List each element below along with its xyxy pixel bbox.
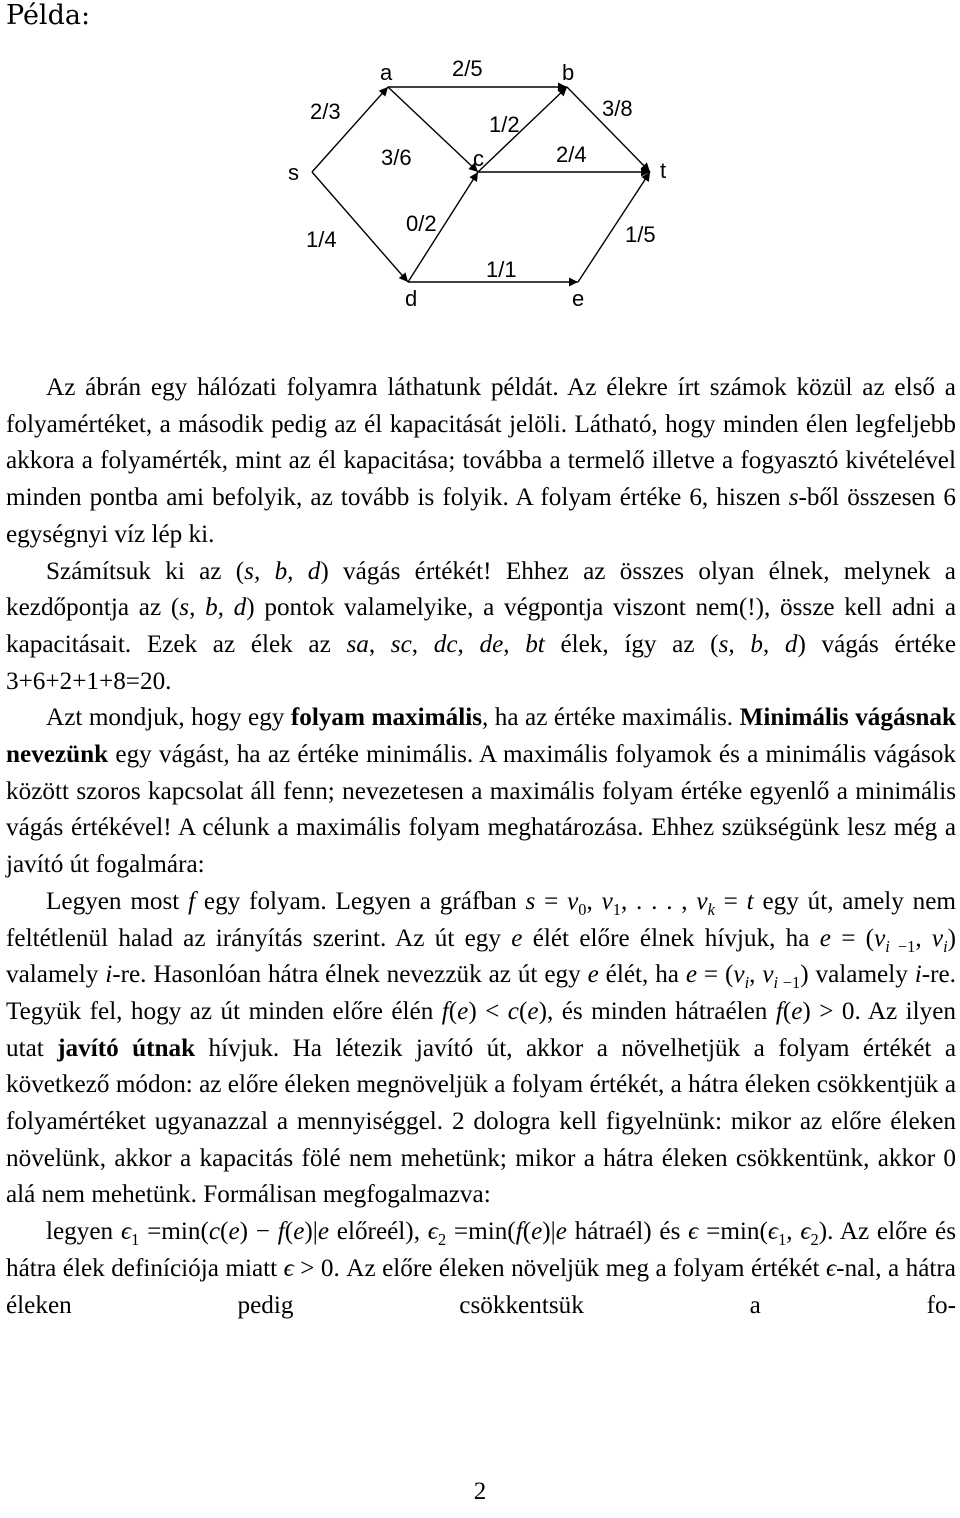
- edge-label-d-e: 1/1: [486, 257, 517, 282]
- paragraph-1: Az ábrán egy hálózati folyamra láthatunk példát. Az élekre írt számok közül az első a folyamértéket, a második pedig az él kapacitását jelöli. Látható, hogy minden élen legfeljebb akkora a folyamérték, mint az él kapacitása; továbba a termelő illetve a fogyasztó kivételével minden pontba ami befolyik, az tovább is folyik. A folyam értéke 6, hiszen s-ből összesen 6 egységnyi víz lép ki.: [6, 374, 956, 548]
- body-text: [6, 370, 956, 1324]
- node-c: c: [473, 146, 484, 171]
- edge-label-e-t: 1/5: [625, 222, 656, 247]
- edge-label-c-t: 2/4: [556, 142, 587, 167]
- paragraph-4: Legyen most f egy folyam. Legyen a gráfban $s = v_0$, $v_1$, . . . , $v_k = t$ egy út, amely nem feltétlenül halad az irányítás szerint. Az út egy e élét előre élnek hívjuk, ha $e = (v_{i -1}$, $v_i$) valamely i-re. Hasonlóan hátra élnek nevezzük az út egy e élét, ha $e = (v_i$, $v_{i -1}$) valamely i-re. Tegyük fel, hogy az út minden előre élén f(e) < c(e), és minden hátraélen f(e) > 0. Az ilyen utat javító útnak hívjuk. Ha létezik javító út, akkor a növelhetjük a folyam értékét a következő módon: az előre éleken megnöveljük a folyam értékét, a hátra éleken csökkentjük a folyamértéket ugyanazzal a mennyiséggel. 2 dologra kell figyelnünk: mikor az előre éleken növelünk, akkor a kapacitás fölé nem mehetünk; mikor a hátra éleken csökkentünk, akkor 0 alá nem mehetünk. Formálisan megfogalmazva:: [6, 887, 957, 1209]
- node-e: e: [572, 286, 585, 311]
- paragraph-3: Azt mondjuk, hogy egy folyam maximális, ha az értéke maximális. Minimális vágásnak nevezünk egy vágást, ha az értéke minimális. A maximális folyamok és a minimális vágások között szoros kapcsolat áll fenn; nevezetesen a maximális folyam értéke egyenlő a minimális vágás értékével! A célunk a maximális folyam meghatározása. Ehhez szükségünk lesz még a javító út fogalmára:: [6, 704, 956, 879]
- example-heading: Példa:: [6, 0, 91, 31]
- node-a: a: [380, 60, 393, 85]
- edge-label-c-b: 1/2: [489, 112, 520, 137]
- node-t: t: [660, 158, 667, 183]
- edge-label-d-c: 0/2: [406, 211, 437, 236]
- node-s: s: [288, 160, 299, 185]
- edge-label-s-a: 2/3: [310, 99, 341, 124]
- node-d: d: [405, 286, 418, 311]
- node-b: b: [562, 60, 575, 85]
- edge-label-s-d: 1/4: [306, 227, 337, 252]
- edge-label-a-b: 2/5: [452, 56, 483, 81]
- flow-network-graph: [0, 40, 960, 330]
- paragraph-2: Számítsuk ki az (s, b, d) vágás értékét! Ehhez az összes olyan élnek, melynek a kezdőpontja az (s, b, d) pontok valamelyike, a végpontja viszont nem(!), össze kell adni a kapacitásait. Ezek az élek az sa, sc, dc, de, bt élek, így az (s, b, d) vágás értéke 3+6+2+1+8=20.: [6, 557, 957, 695]
- edge-label-a-c: 3/6: [381, 145, 412, 170]
- page-number: 2: [473, 1478, 487, 1505]
- edge-label-b-t: 3/8: [602, 96, 633, 121]
- paragraph-5: legyen $\epsilon_1 =\min(c(e) - f(e)|e$ előreél), $\epsilon_2 =\min(f(e)|e$ hátraél) és $\epsilon =\min(\epsilon_1$, $\epsilon_2$). Az előre és hátra élek definíciója miatt ϵ > 0. Az előre éleken növeljük meg a folyam értékét ϵ-nal, a hátra éleken pedig csökkentsük a fo-: [6, 1218, 957, 1319]
